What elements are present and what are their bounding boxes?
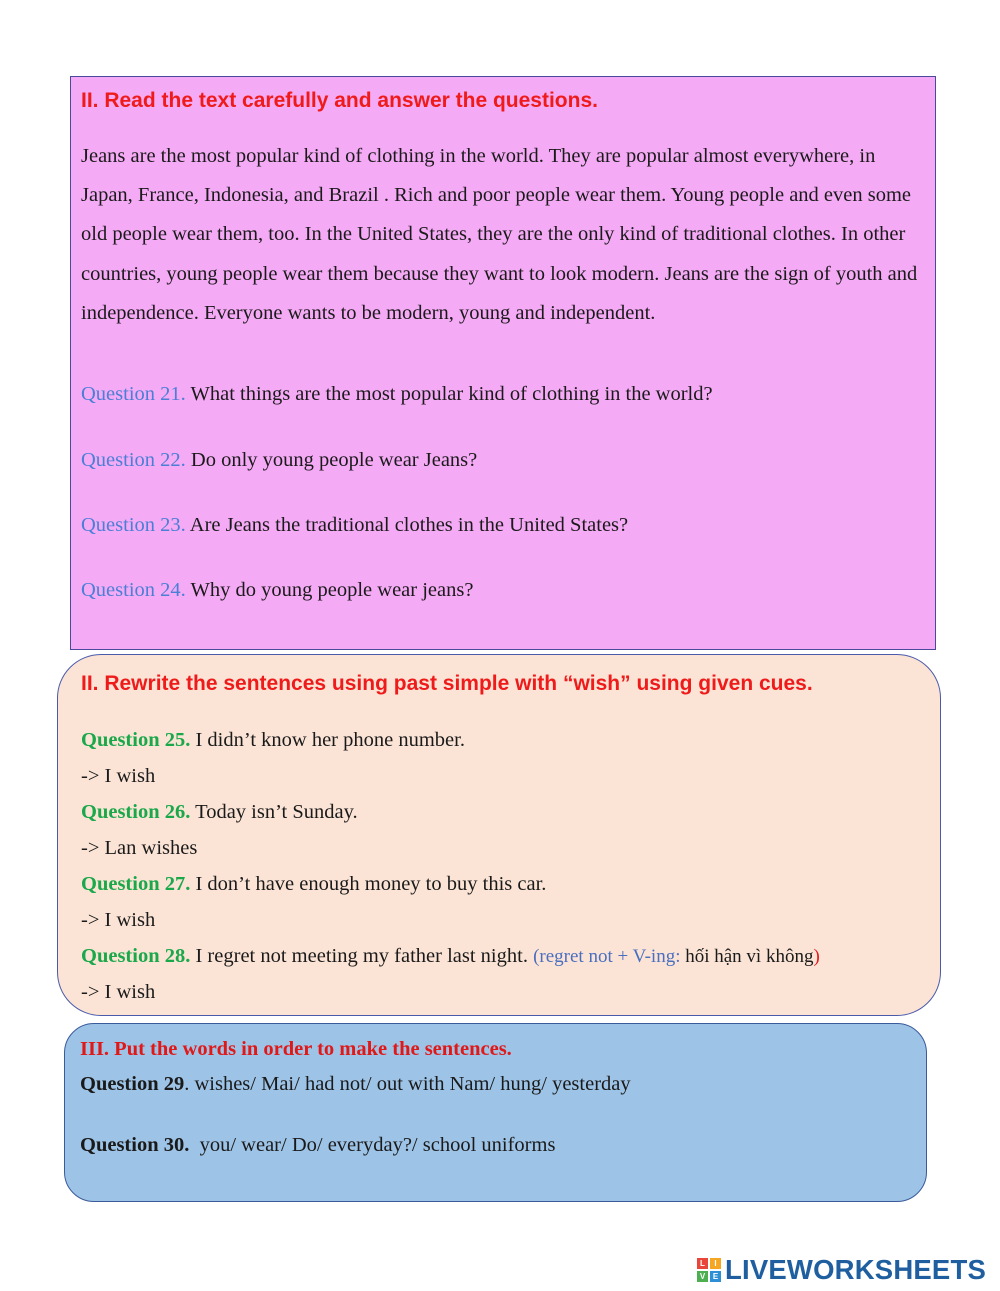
grammar-note-close: ) bbox=[813, 946, 820, 967]
answer-cue-25: -> I wish bbox=[81, 765, 156, 787]
question-27 bbox=[81, 873, 546, 896]
question-label: Question 23. bbox=[81, 514, 186, 536]
answer-cue-28: -> I wish bbox=[81, 981, 156, 1003]
question-text: you/ wear/ Do/ everyday?/ school uniforms bbox=[189, 1134, 556, 1156]
answer-cue-26: -> Lan wishes bbox=[81, 837, 198, 859]
question-label: Question 30. bbox=[80, 1134, 190, 1156]
question-text: Are Jeans the traditional clothes in the United States? bbox=[185, 514, 629, 536]
wish-heading: II. Rewrite the sentences using past simple with “wish” using given cues. bbox=[81, 672, 813, 695]
question-text: Do only young people wear Jeans? bbox=[185, 449, 478, 471]
wish-section bbox=[57, 654, 941, 1016]
logo-letter-i: I bbox=[710, 1258, 721, 1269]
logo-letter-l: L bbox=[697, 1258, 708, 1269]
liveworksheets-logo[interactable] bbox=[697, 1254, 986, 1286]
reading-heading: II. Read the text carefully and answer the questions. bbox=[81, 89, 598, 112]
question-label: Question 26. bbox=[81, 801, 191, 823]
logo-letter-v: V bbox=[697, 1271, 708, 1282]
question-text: What things are the most popular kind of clothing in the world? bbox=[185, 383, 713, 405]
answer-cue-27: -> I wish bbox=[81, 909, 156, 931]
question-25 bbox=[81, 729, 465, 752]
question-label: Question 28. bbox=[81, 945, 191, 967]
question-26 bbox=[81, 801, 358, 824]
grammar-note-translation: hối hận vì không bbox=[685, 946, 814, 967]
word-order-section bbox=[64, 1023, 927, 1202]
question-label: Question 29 bbox=[80, 1073, 185, 1095]
logo-letter-e: E bbox=[710, 1271, 721, 1282]
question-label: Question 27. bbox=[81, 873, 191, 895]
question-21 bbox=[81, 383, 713, 406]
question-text: Today isn’t Sunday. bbox=[190, 801, 358, 823]
logo-icon bbox=[697, 1258, 721, 1282]
question-text: Why do young people wear jeans? bbox=[185, 579, 474, 601]
question-22 bbox=[81, 449, 477, 472]
question-text: . wishes/ Mai/ had not/ out with Nam/ hung/ yesterday bbox=[184, 1073, 631, 1095]
reading-section bbox=[70, 76, 936, 650]
question-text: I regret not meeting my father last night. bbox=[190, 945, 534, 967]
question-29 bbox=[80, 1073, 631, 1096]
question-28 bbox=[81, 945, 820, 968]
brand-name: LIVEWORKSHEETS bbox=[725, 1254, 987, 1285]
question-label: Question 24. bbox=[81, 579, 186, 601]
question-label: Question 22. bbox=[81, 449, 186, 471]
question-23 bbox=[81, 514, 628, 537]
question-24 bbox=[81, 579, 473, 602]
word-order-heading: III. Put the words in order to make the sentences. bbox=[80, 1038, 512, 1060]
grammar-note: (regret not + V-ing: bbox=[533, 946, 686, 967]
question-label: Question 21. bbox=[81, 383, 186, 405]
question-30 bbox=[80, 1134, 555, 1157]
question-text: I didn’t know her phone number. bbox=[190, 729, 465, 751]
question-text: I don’t have enough money to buy this car. bbox=[190, 873, 547, 895]
reading-passage: Jeans are the most popular kind of clothing in the world. They are popular almost everywhere, in Japan, France, Indonesia, and Brazil . Rich and poor people wear them. Young people and even some old people wear them, too. In the United States, they are the only kind of traditional clothes. In other countries, young people wear them because they want to look modern. Jeans are the sign of youth and independence. Everyone wants to be modern, young and independent. bbox=[81, 145, 918, 324]
question-label: Question 25. bbox=[81, 729, 191, 751]
